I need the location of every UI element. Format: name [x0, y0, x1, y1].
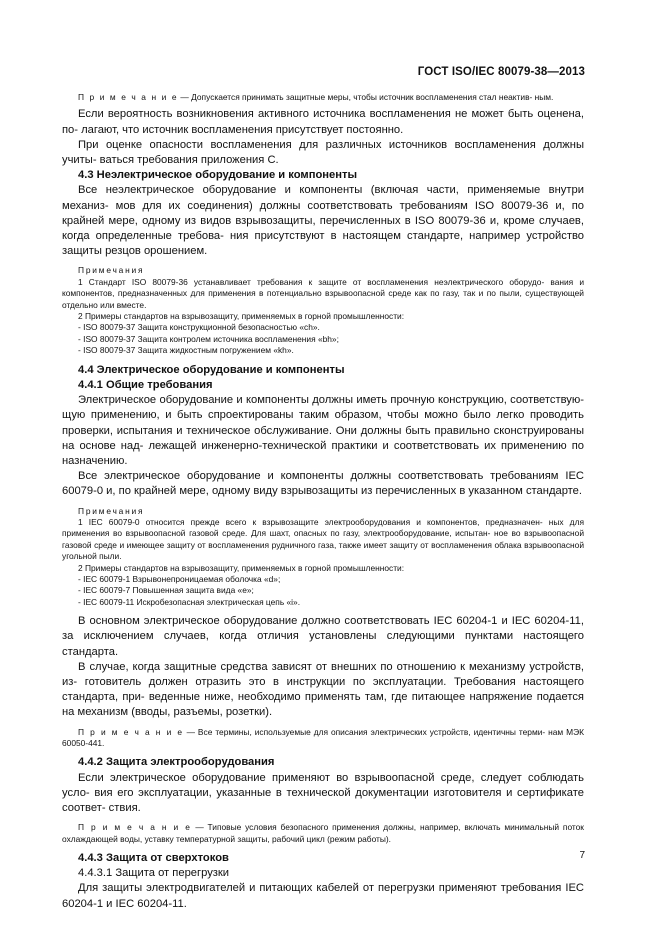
- paragraph: Все неэлектрическое оборудование и компоненты (включая части, применяемые внутри механиз- мов для их соединения) должны соответствовать требованиям ISO 80079-36 и, по крайней мере, одному из видов взрывозащиты, перечисленных в ISO 80079-36 и, кроме случаев, когда определенные требова- ния присутствуют в настоящем стандарте, например устройство защиты резцов орошением.: [62, 184, 584, 258]
- note-label: П р и м е ч а н и е: [78, 92, 179, 102]
- notes-heading: Примечания: [78, 265, 145, 276]
- paragraph: Для защиты электродвигателей и питающих кабелей от перегрузки применяют требования IEC 60204-1 и IEC 60204-11.: [62, 882, 584, 910]
- page-number: 7: [579, 850, 585, 861]
- note-item: 2 Примеры стандартов на взрывозащиту, применяемых в горной промышленности:: [78, 311, 405, 322]
- note-item: 2 Примеры стандартов на взрывозащиту, применяемых в горной промышленности:: [78, 562, 405, 573]
- paragraph: При оценке опасности воспламенения для различных источников воспламенения должны учиты- ваться требования приложения С.: [62, 138, 584, 167]
- note: [62, 92, 584, 103]
- section-heading-4-4-3: 4.4.3 Защита от сверхтоков: [78, 852, 229, 865]
- section-heading-4-4: 4.4 Электрическое оборудование и компоненты: [78, 363, 345, 376]
- note-label: П р и м е ч а н и е: [78, 822, 192, 833]
- list-item: - IEC 60079-1 Взрывонепроницаемая оболочка «d»;: [78, 573, 281, 584]
- note: [62, 727, 584, 750]
- note-text: — Допускается принимать защитные меры, чтобы источник воспламенения стал неактив- ным.: [178, 92, 554, 102]
- section-heading-4-4-1: 4.4.1 Общие требования: [78, 378, 213, 391]
- paragraph: Электрическое оборудование и компоненты должны иметь прочную конструкцию, соответствую- щую применению, и быть спроектированы таким образом, чтобы можно было легко проводить проверки, испытания и техническое обслуживание. Они должны быть правильно сконструированы на основе над- лежащей инженерно-технической практики и соответствовать их применению по назначению.: [62, 394, 584, 467]
- list-item: - ISO 80079-37 Защита конструкционной безопасностью «ch».: [78, 322, 320, 333]
- list-item: - ISO 80079-37 Защита жидкостным погружением «kh».: [78, 345, 294, 356]
- note-label: П р и м е ч а н и е: [78, 726, 184, 737]
- document-header: ГОСТ ISO/IEC 80079-38—2013: [417, 66, 585, 78]
- paragraph: Все электрическое оборудование и компоненты должны соответствовать требованиям IEC 60079-0 и, по крайней мере, одному виду взрывозащиты из перечисленных в указанном стандарте.: [62, 470, 584, 498]
- paragraph: Если вероятность возникновения активного источника воспламенения не может быть оценена, по- лагают, что источник воспламенения присутствует постоянно.: [62, 108, 584, 136]
- list-item: - IEC 60079-7 Повышенная защита вида «е»;: [78, 585, 254, 596]
- note: [62, 822, 584, 845]
- list-item: - IEC 60079-11 Искробезопасная электрическая цепь «i».: [78, 596, 301, 607]
- note-item: 1 IEC 60079-0 относится прежде всего к взрывозащите электрооборудования и компонентов, предназначен- ных для применения во взрывоопасной газовой среде. Для шахт, опасных по газу, электрооборудование, испытан- ное во взрывоопасной газовой среде и имеющее защиту от воспламенения рудничного газа, также имеет защиту от воспламенения облака взрывоопасной угольной пыли.: [62, 516, 584, 562]
- paragraph: В случае, когда защитные средства зависят от внешних по отношению к механизму устройств, из- готовитель должен отразить это в инструкции по эксплуатации. Требования настоящего стандарта, при- веденные ниже, необходимо применять там, где питающее напряжение подается на механизм (вводы, разъемы, розетки).: [62, 660, 584, 719]
- note-item: 1 Стандарт ISO 80079-36 устанавливает требования к защите от воспламенения неэлектрического оборудо- вания и компонентов, предназначенных для применения в потенциально взрывоопасной среде как по газу, так и по пыли, существующей отдельно или вместе.: [62, 276, 584, 310]
- list-item: - ISO 80079-37 Защита контролем источника воспламенения «bh»;: [78, 333, 339, 344]
- section-heading-4-4-2: 4.4.2 Защита электрооборудования: [78, 756, 275, 769]
- document-body: [62, 92, 584, 912]
- note-text: — Все термины, используемые для описания электрических устройств, идентичны терми- нам МЭК 60050-441.: [62, 726, 584, 748]
- paragraph: Если электрическое оборудование применяют во взрывоопасной среде, следует соблюдать усло- вия его эксплуатации, указанные в технической документации изготовителя и сертификате соответ- ствия.: [62, 771, 584, 815]
- paragraph: В основном электрическое оборудование должно соответствовать IEC 60204-1 и IEC 60204-11, за исключением случаев, когда отличия установлены следующими пунктами настоящего стандарта.: [62, 615, 584, 658]
- subsection-heading-4-4-3-1: 4.4.3.1 Защита от перегрузки: [78, 867, 230, 880]
- section-heading-4-3: 4.3 Неэлектрическое оборудование и компоненты: [78, 169, 358, 182]
- notes-heading: Примечания: [78, 505, 145, 516]
- note-text: — Типовые условия безопасного применения должны, например, включать минимальный поток охлаждающей воды, уставку температурной защиты, рабочий цикл (режим работы).: [62, 822, 584, 844]
